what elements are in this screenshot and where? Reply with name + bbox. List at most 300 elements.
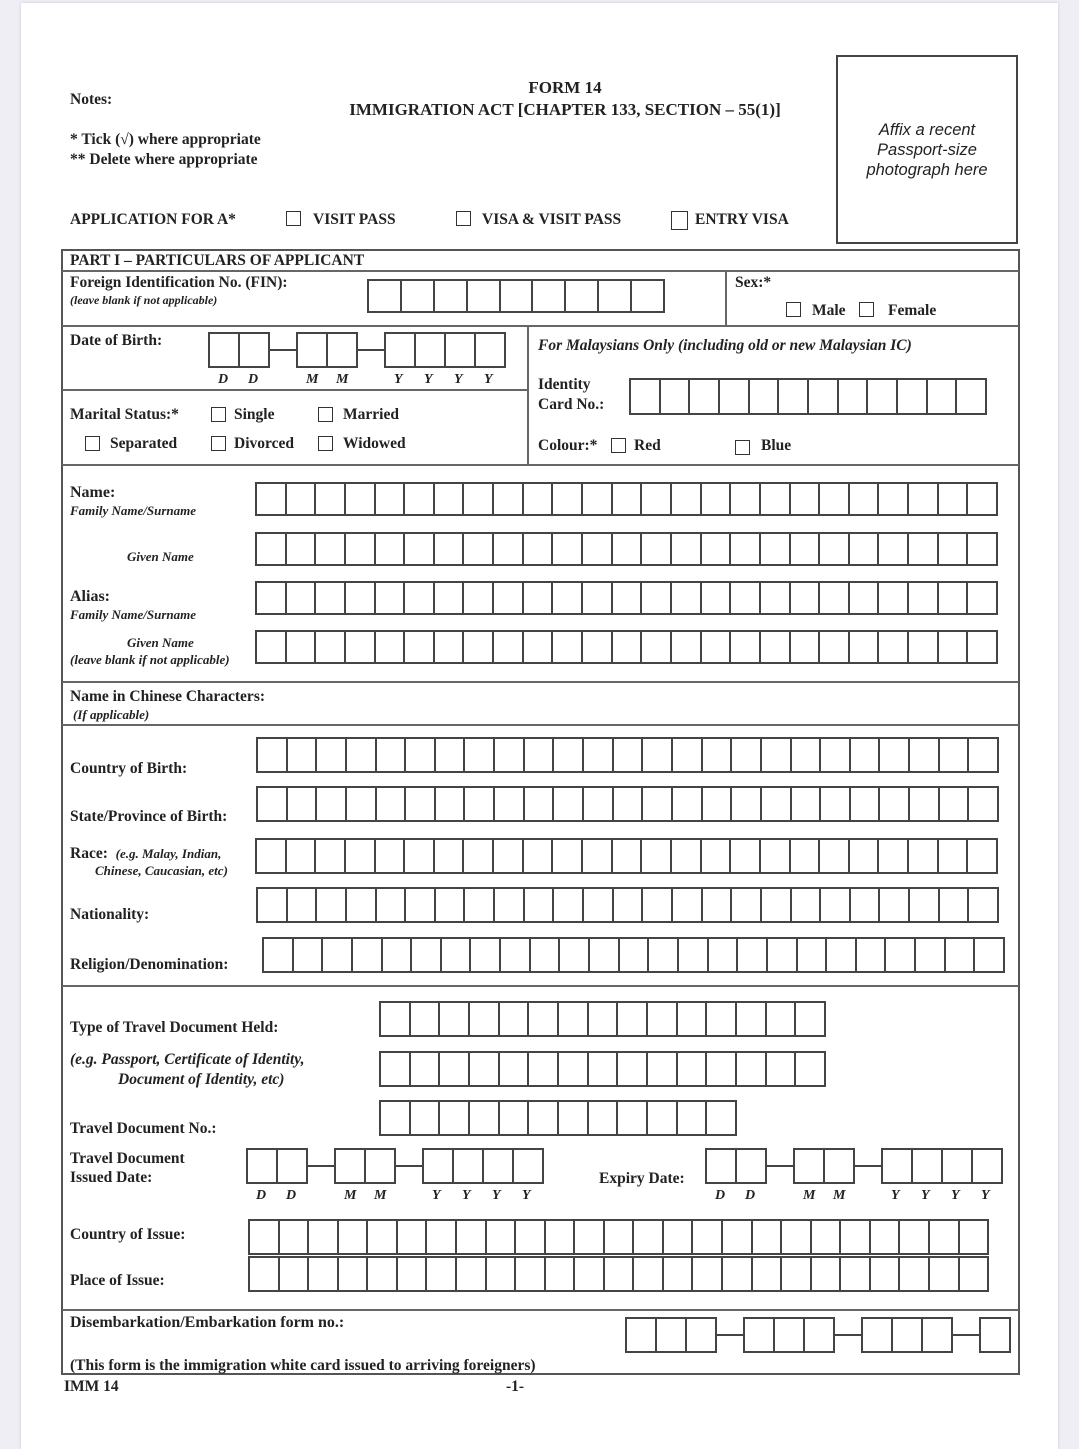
character-box[interactable] [411,1053,441,1085]
character-box[interactable] [613,484,643,514]
character-box[interactable] [923,1319,953,1351]
character-box[interactable] [559,1102,589,1134]
character-box[interactable] [820,632,850,662]
character-box[interactable] [316,484,346,514]
character-box[interactable] [317,739,347,771]
character-box[interactable] [707,1003,737,1035]
character-box[interactable] [702,484,732,514]
character-box[interactable] [500,1102,530,1134]
character-box[interactable] [723,1258,753,1290]
character-box[interactable] [841,1258,871,1290]
character-box[interactable] [827,939,857,971]
character-box[interactable] [960,1221,990,1253]
character-box[interactable] [657,1319,687,1351]
character-box[interactable] [494,840,524,872]
character-box[interactable] [643,788,673,820]
character-box[interactable] [863,1319,893,1351]
character-box[interactable] [678,1003,708,1035]
character-box[interactable] [909,484,939,514]
character-box[interactable] [309,1258,339,1290]
character-box[interactable] [465,889,495,921]
character-box[interactable] [566,281,599,311]
character-box[interactable] [909,632,939,662]
character-box[interactable] [287,484,317,514]
character-box[interactable] [516,1221,546,1253]
character-box[interactable] [589,1102,619,1134]
character-box[interactable] [468,281,501,311]
character-box[interactable] [968,632,998,662]
character-box[interactable] [436,739,466,771]
character-box[interactable] [411,1003,441,1035]
character-box[interactable] [470,1003,500,1035]
character-box[interactable] [707,1053,737,1085]
character-box[interactable] [553,484,583,514]
character-box[interactable] [583,840,613,872]
character-box[interactable] [761,840,791,872]
character-box[interactable] [470,1102,500,1134]
character-box[interactable] [673,788,703,820]
country-of-issue-input[interactable] [248,1219,989,1255]
character-box[interactable] [257,534,287,564]
character-box[interactable] [820,583,850,613]
character-box[interactable] [791,534,821,564]
character-box[interactable] [851,739,881,771]
character-box[interactable] [673,739,703,771]
character-box[interactable] [939,840,969,872]
character-box[interactable] [405,632,435,662]
character-box[interactable] [317,788,347,820]
character-box[interactable] [288,788,318,820]
character-box[interactable] [347,889,377,921]
character-box[interactable] [398,1258,428,1290]
character-box[interactable] [851,788,881,820]
character-box[interactable] [589,1003,619,1035]
character-box[interactable] [973,1150,1003,1182]
character-box[interactable] [376,534,406,564]
character-box[interactable] [792,739,822,771]
character-box[interactable] [258,889,288,921]
character-box[interactable] [405,484,435,514]
character-box[interactable] [761,632,791,662]
character-box[interactable] [613,632,643,662]
character-box[interactable] [632,281,665,311]
character-box[interactable] [406,889,436,921]
character-box[interactable] [643,889,673,921]
character-box[interactable] [796,1053,826,1085]
character-box[interactable] [457,1221,487,1253]
character-box[interactable] [402,281,435,311]
character-box[interactable] [618,1053,648,1085]
character-box[interactable] [316,840,346,872]
character-box[interactable] [871,1258,901,1290]
character-box[interactable] [248,1150,278,1182]
character-box[interactable] [368,1258,398,1290]
character-box[interactable] [435,632,465,662]
character-box[interactable] [642,534,672,564]
character-box[interactable] [642,632,672,662]
character-box[interactable] [366,1150,396,1182]
character-box[interactable] [812,1258,842,1290]
character-box[interactable] [376,583,406,613]
ic-input[interactable] [629,378,987,415]
character-box[interactable] [436,788,466,820]
character-box[interactable] [316,534,346,564]
character-box[interactable] [346,583,376,613]
red-checkbox[interactable] [611,438,626,453]
character-box[interactable] [879,534,909,564]
character-box[interactable] [554,788,584,820]
character-box[interactable] [909,840,939,872]
character-box[interactable] [495,889,525,921]
character-box[interactable] [850,583,880,613]
character-box[interactable] [258,788,288,820]
character-box[interactable] [737,1150,767,1182]
character-box[interactable] [618,1102,648,1134]
character-box[interactable] [672,583,702,613]
character-box[interactable] [767,1053,797,1085]
character-box[interactable] [968,583,998,613]
character-box[interactable] [879,632,909,662]
character-box[interactable] [880,889,910,921]
character-box[interactable] [546,1221,576,1253]
character-box[interactable] [768,939,798,971]
character-box[interactable] [524,484,554,514]
character-box[interactable] [376,484,406,514]
character-box[interactable] [605,1258,635,1290]
character-box[interactable] [464,484,494,514]
character-box[interactable] [762,788,792,820]
character-box[interactable] [880,739,910,771]
character-box[interactable] [737,1003,767,1035]
character-box[interactable] [821,788,851,820]
character-box[interactable] [898,380,928,413]
character-box[interactable] [702,840,732,872]
character-box[interactable] [336,1150,366,1182]
character-box[interactable] [464,534,494,564]
character-box[interactable] [436,889,466,921]
character-box[interactable] [435,840,465,872]
character-box[interactable] [969,739,999,771]
character-box[interactable] [850,534,880,564]
character-box[interactable] [648,1003,678,1035]
character-box[interactable] [672,840,702,872]
character-box[interactable] [377,788,407,820]
character-box[interactable] [939,632,969,662]
character-box[interactable] [386,334,416,366]
character-box[interactable] [368,1221,398,1253]
character-box[interactable] [883,1150,913,1182]
alias-given-name-input[interactable] [255,630,998,664]
character-box[interactable] [731,840,761,872]
character-box[interactable] [910,889,940,921]
character-box[interactable] [531,939,561,971]
character-box[interactable] [791,840,821,872]
character-box[interactable] [672,632,702,662]
character-box[interactable] [795,1150,825,1182]
character-box[interactable] [732,739,762,771]
character-box[interactable] [732,788,762,820]
character-box[interactable] [323,939,353,971]
character-box[interactable] [613,840,643,872]
character-box[interactable] [405,840,435,872]
given-name-input[interactable] [255,532,998,566]
character-box[interactable] [916,939,946,971]
character-box[interactable] [559,1053,589,1085]
character-box[interactable] [383,939,413,971]
character-box[interactable] [939,534,969,564]
character-box[interactable] [627,1319,657,1351]
character-box[interactable] [969,788,999,820]
character-box[interactable] [464,632,494,662]
character-box[interactable] [494,484,524,514]
character-box[interactable] [529,1003,559,1035]
character-box[interactable] [494,534,524,564]
character-box[interactable] [868,380,898,413]
character-box[interactable] [678,1053,708,1085]
character-box[interactable] [494,583,524,613]
character-box[interactable] [821,739,851,771]
character-box[interactable] [648,1053,678,1085]
character-box[interactable] [812,1221,842,1253]
character-box[interactable] [643,739,673,771]
character-box[interactable] [871,1221,901,1253]
character-box[interactable] [339,1258,369,1290]
character-box[interactable] [613,534,643,564]
character-box[interactable] [969,889,999,921]
nationality-input[interactable] [256,887,999,923]
box-group[interactable] [705,1148,767,1184]
character-box[interactable] [753,1221,783,1253]
character-box[interactable] [495,739,525,771]
character-box[interactable] [278,1150,308,1182]
race-input[interactable] [255,838,998,874]
character-box[interactable] [909,534,939,564]
character-box[interactable] [649,939,679,971]
character-box[interactable] [454,1150,484,1182]
travel-doc-type-input-1[interactable] [379,1001,826,1037]
character-box[interactable] [583,484,613,514]
character-box[interactable] [693,1258,723,1290]
character-box[interactable] [484,1150,514,1182]
character-box[interactable] [634,1221,664,1253]
character-box[interactable] [791,632,821,662]
character-box[interactable] [821,889,851,921]
box-group[interactable] [625,1317,717,1353]
character-box[interactable] [791,583,821,613]
character-box[interactable] [879,484,909,514]
character-box[interactable] [620,939,650,971]
character-box[interactable] [693,1221,723,1253]
character-box[interactable] [427,1258,457,1290]
character-box[interactable] [939,484,969,514]
character-box[interactable] [287,840,317,872]
character-box[interactable] [525,739,555,771]
character-box[interactable] [288,739,318,771]
character-box[interactable] [257,583,287,613]
character-box[interactable] [440,1053,470,1085]
character-box[interactable] [377,739,407,771]
character-box[interactable] [476,334,506,366]
character-box[interactable] [723,1221,753,1253]
character-box[interactable] [575,1221,605,1253]
character-box[interactable] [732,889,762,921]
character-box[interactable] [405,583,435,613]
character-box[interactable] [287,534,317,564]
character-box[interactable] [880,788,910,820]
character-box[interactable] [702,632,732,662]
character-box[interactable] [779,380,809,413]
character-box[interactable] [411,1102,441,1134]
character-box[interactable] [427,1221,457,1253]
character-box[interactable] [240,334,270,366]
character-box[interactable] [346,484,376,514]
character-box[interactable] [672,534,702,564]
country-of-birth-input[interactable] [256,737,999,773]
character-box[interactable] [288,889,318,921]
character-box[interactable] [679,939,709,971]
box-group[interactable] [861,1317,953,1353]
character-box[interactable] [465,739,495,771]
character-box[interactable] [487,1258,517,1290]
character-box[interactable] [702,534,732,564]
religion-input[interactable] [262,937,1005,973]
character-box[interactable] [957,380,987,413]
character-box[interactable] [514,1150,544,1182]
character-box[interactable] [631,380,661,413]
character-box[interactable] [825,1150,855,1182]
box-group[interactable] [743,1317,835,1353]
character-box[interactable] [900,1221,930,1253]
character-box[interactable] [960,1258,990,1290]
family-name-input[interactable] [255,482,998,516]
character-box[interactable] [264,939,294,971]
character-box[interactable] [339,1221,369,1253]
travel-doc-no-input[interactable] [379,1100,737,1136]
character-box[interactable] [257,484,287,514]
character-box[interactable] [583,632,613,662]
character-box[interactable] [851,889,881,921]
character-box[interactable] [529,1102,559,1134]
character-box[interactable] [761,484,791,514]
character-box[interactable] [614,788,644,820]
character-box[interactable] [805,1319,835,1351]
character-box[interactable] [664,1258,694,1290]
character-box[interactable] [500,1003,530,1035]
character-box[interactable] [642,484,672,514]
character-box[interactable] [702,583,732,613]
character-box[interactable] [398,1221,428,1253]
character-box[interactable] [435,484,465,514]
character-box[interactable] [471,939,501,971]
character-box[interactable] [910,739,940,771]
character-box[interactable] [280,1258,310,1290]
character-box[interactable] [879,840,909,872]
character-box[interactable] [446,334,476,366]
separated-checkbox[interactable] [85,436,100,451]
character-box[interactable] [529,1053,559,1085]
character-box[interactable] [775,1319,805,1351]
character-box[interactable] [554,739,584,771]
character-box[interactable] [298,334,328,366]
character-box[interactable] [440,1003,470,1035]
character-box[interactable] [470,1053,500,1085]
character-box[interactable] [850,632,880,662]
character-box[interactable] [940,739,970,771]
photo-box[interactable] [836,55,1018,244]
character-box[interactable] [909,583,939,613]
character-box[interactable] [406,739,436,771]
character-box[interactable] [525,788,555,820]
character-box[interactable] [672,484,702,514]
character-box[interactable] [435,583,465,613]
character-box[interactable] [782,1258,812,1290]
character-box[interactable] [524,632,554,662]
character-box[interactable] [353,939,383,971]
character-box[interactable] [968,484,998,514]
character-box[interactable] [850,840,880,872]
character-box[interactable] [584,889,614,921]
character-box[interactable] [257,840,287,872]
character-box[interactable] [599,281,632,311]
character-box[interactable] [501,281,534,311]
character-box[interactable] [707,1102,737,1134]
character-box[interactable] [346,534,376,564]
character-box[interactable] [661,380,691,413]
character-box[interactable] [559,1003,589,1035]
character-box[interactable] [940,889,970,921]
character-box[interactable] [487,1221,517,1253]
character-box[interactable] [761,583,791,613]
character-box[interactable] [258,739,288,771]
character-box[interactable] [347,739,377,771]
character-box[interactable] [533,281,566,311]
fin-input[interactable] [367,279,665,313]
box-group[interactable] [422,1148,544,1184]
place-of-issue-input[interactable] [248,1256,989,1292]
character-box[interactable] [968,840,998,872]
character-box[interactable] [928,380,958,413]
married-checkbox[interactable] [318,407,333,422]
character-box[interactable] [546,1258,576,1290]
character-box[interactable] [745,1319,775,1351]
character-box[interactable] [820,534,850,564]
character-box[interactable] [560,939,590,971]
character-box[interactable] [940,788,970,820]
character-box[interactable] [442,939,472,971]
character-box[interactable] [634,1258,664,1290]
blue-checkbox[interactable] [735,440,750,455]
character-box[interactable] [280,1221,310,1253]
character-box[interactable] [524,840,554,872]
character-box[interactable] [347,788,377,820]
character-box[interactable] [678,1102,708,1134]
character-box[interactable] [583,583,613,613]
character-box[interactable] [782,1221,812,1253]
character-box[interactable] [583,534,613,564]
character-box[interactable] [412,939,442,971]
character-box[interactable] [495,788,525,820]
character-box[interactable] [210,334,240,366]
character-box[interactable] [524,583,554,613]
character-box[interactable] [809,380,839,413]
character-box[interactable] [798,939,828,971]
character-box[interactable] [590,939,620,971]
character-box[interactable] [381,1053,411,1085]
character-box[interactable] [316,583,346,613]
box-group[interactable] [334,1148,396,1184]
character-box[interactable] [703,739,733,771]
character-box[interactable] [968,534,998,564]
